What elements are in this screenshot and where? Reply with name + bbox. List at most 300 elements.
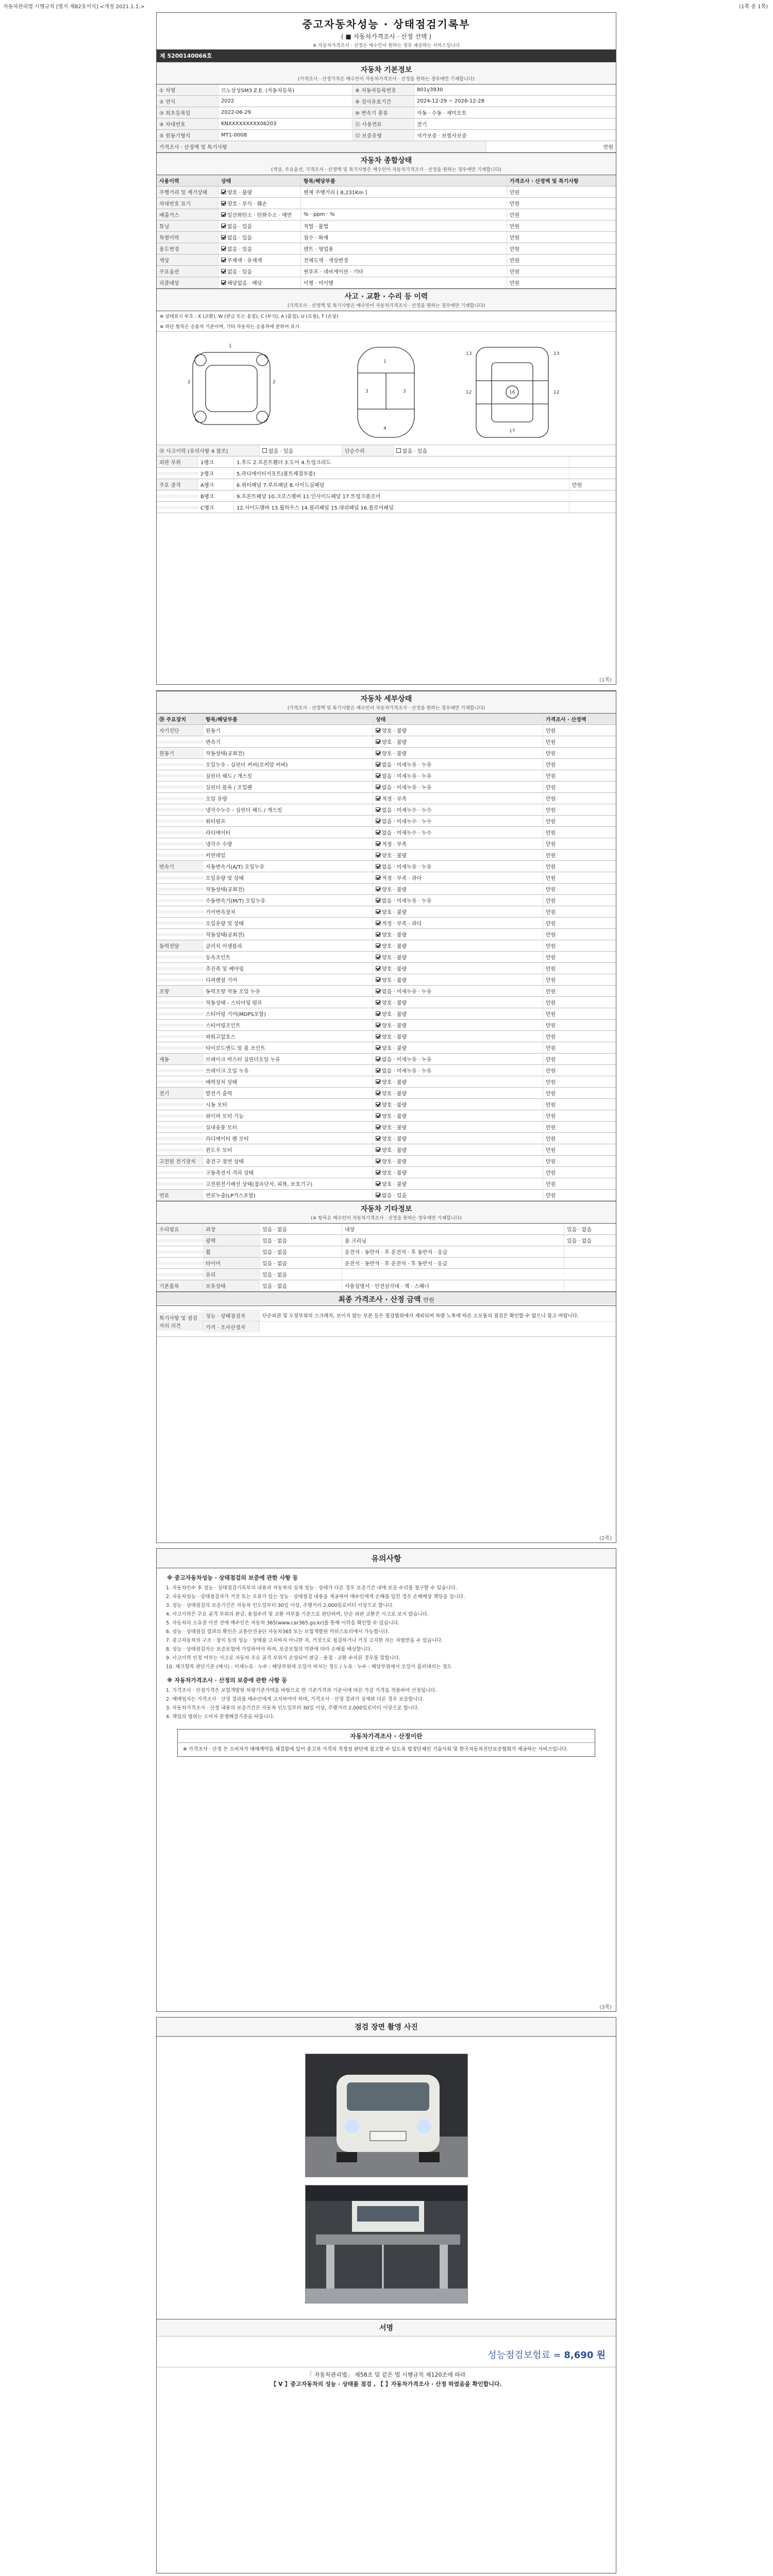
- notice-heading-1: ※ 중고자동차성능 · 상태점검의 보증에 관한 사항 등: [167, 1574, 298, 1581]
- other-info-cell: [342, 1273, 564, 1276]
- detail-part: 커먼레일: [203, 850, 373, 860]
- detail-status-checkbox[interactable]: [376, 1023, 380, 1027]
- document-subtitle: ( ■ 자동차가격조사 · 산정 선택 ): [341, 33, 431, 40]
- basic-info-label: ⑨ 검사유효기간: [352, 96, 414, 107]
- detail-device: [157, 899, 203, 902]
- detail-status-checkbox[interactable]: [376, 921, 380, 925]
- detail-status-options: 양호 · 불량: [382, 1080, 407, 1086]
- detail-part: 등속조인트: [203, 952, 373, 962]
- basic-info-value: 2024-12-29 ~ 2026-12-28: [417, 98, 484, 104]
- detail-device: [157, 763, 203, 766]
- detail-device: [157, 1148, 203, 1151]
- detail-part: 타이로드엔드 및 볼 조인트: [203, 1042, 373, 1053]
- detail-device: [157, 1114, 203, 1117]
- basic-info-value: KNXXXXXXXXX06203: [219, 120, 352, 128]
- detail-status-checkbox[interactable]: [376, 1000, 380, 1005]
- simple-repair-options: 없음 · 있음: [402, 449, 428, 454]
- detail-row: [157, 986, 616, 997]
- form-page-count: (1쪽 중 1쪽): [739, 4, 768, 10]
- detail-status-options: 없음 · 미세누유 · 누유: [382, 785, 432, 791]
- detail-status-options: 양호 · 불량: [382, 967, 407, 972]
- detail-status: [373, 1190, 543, 1200]
- basic-info-value: 2022: [219, 97, 352, 106]
- detail-price: 만원: [546, 1012, 556, 1018]
- other-info-row: [157, 1258, 616, 1269]
- simple-repair-label: 단순수리: [342, 445, 394, 456]
- detail-price: 만원: [546, 1046, 556, 1052]
- basic-info-table: [157, 84, 616, 141]
- simple-repair-value: [394, 445, 616, 456]
- overall-price: 만원: [510, 247, 520, 252]
- svg-text:3: 3: [403, 389, 406, 394]
- detail-status-options: 양호 · 불량: [382, 853, 407, 859]
- notice-title: 유의사항: [157, 1549, 616, 1568]
- simple-repair-checkbox[interactable]: [396, 448, 401, 453]
- detail-status-checkbox[interactable]: [376, 762, 380, 767]
- detail-status-checkbox[interactable]: [376, 739, 380, 744]
- detail-price: 만원: [546, 762, 556, 768]
- detail-price: 만원: [546, 944, 556, 950]
- detail-part: 스티어링 기어(MDPS포함): [203, 1008, 373, 1019]
- status-options: 없음 · 있음: [227, 235, 253, 241]
- overall-price: 만원: [510, 281, 520, 286]
- detail-status-checkbox[interactable]: [376, 943, 380, 948]
- svg-text:1: 1: [229, 344, 232, 349]
- overall-status: [219, 243, 301, 254]
- overall-status: [219, 209, 301, 220]
- detail-row: [157, 1122, 616, 1133]
- detail-status-checkbox[interactable]: [376, 796, 380, 801]
- final-price-label: 최종 가격조사 · 산정 금액: [338, 1296, 421, 1304]
- detail-part: 자동변속기(A/T) 오일누유: [203, 861, 373, 872]
- overall-note: (색상, 주요옵션, 가격조사 · 산정액 및 특기사항은 매수인이 자동차가격조사 · 산정을 원하는 경우에만 기재합니다): [157, 165, 616, 175]
- other-info-cell: 광택: [203, 1235, 260, 1246]
- rank-group-label: 외판 부위: [157, 456, 198, 467]
- overall-item-label: 특별이력: [157, 232, 219, 243]
- detail-status-checkbox[interactable]: [376, 1057, 380, 1061]
- detail-status-checkbox[interactable]: [376, 875, 380, 880]
- detail-price: 만원: [546, 921, 556, 927]
- overall-price: 만원: [510, 269, 520, 275]
- status-options: 없음 · 있음: [227, 247, 253, 252]
- detail-status: [373, 759, 543, 770]
- other-info-table: [157, 1224, 616, 1292]
- detail-row: [157, 748, 616, 759]
- rank-group-label: [157, 506, 198, 509]
- detail-price: 만원: [546, 796, 556, 802]
- rank-label: A랭크: [198, 479, 234, 490]
- page-3: [156, 1548, 616, 2012]
- detail-status-checkbox[interactable]: [376, 864, 380, 869]
- detail-row: [157, 838, 616, 850]
- detail-part: 수동변속기(M/T) 오일누유: [203, 895, 373, 906]
- detail-status: [373, 1020, 543, 1030]
- accident-rank-row: [157, 468, 616, 479]
- detail-row: [157, 1065, 616, 1076]
- overall-head-3: 가격조사 · 산정액 및 특기사항: [510, 179, 579, 184]
- overall-item-label: 배출가스: [157, 209, 219, 220]
- detail-status-options: 양호 · 불량: [382, 1012, 407, 1018]
- detail-status-options: 양호 · 불량: [382, 933, 407, 938]
- detail-device: [157, 1182, 203, 1185]
- detail-status-options: 양호 · 불량: [382, 910, 407, 916]
- detail-row: [157, 793, 616, 804]
- detail-part: 동력조향 작동 오일 누유: [203, 986, 373, 996]
- accident-rank-row: [157, 479, 616, 490]
- inspection-photo-lift: [305, 2185, 468, 2303]
- overall-item-label: 주행거리 및 계기상태: [157, 187, 219, 197]
- accident-none-checkbox[interactable]: [262, 448, 267, 453]
- detail-part: 오일유량 및 상태: [203, 918, 373, 928]
- accident-title: 사고 · 교환 · 수리 등 이력: [157, 289, 616, 301]
- other-info-cell: 휠: [203, 1246, 260, 1257]
- detail-row: [157, 1031, 616, 1042]
- detail-row: [157, 1190, 616, 1201]
- detail-status-checkbox[interactable]: [376, 1113, 380, 1118]
- detail-price: 만원: [546, 1148, 556, 1154]
- detail-status-checkbox[interactable]: [376, 853, 380, 857]
- detail-price: 만원: [546, 819, 556, 825]
- detail-device: [157, 1001, 203, 1004]
- overall-row: [157, 187, 616, 198]
- detail-status-options: 양호 · 불량: [382, 1137, 407, 1142]
- detail-part: 배력장치 상태: [203, 1076, 373, 1087]
- wheel-rr-icon: [257, 411, 268, 422]
- rank-parts: 1.후드 2.프론트휀더 3.도어 4.트렁크리드: [234, 456, 569, 467]
- basic-info-value: MT1-0008: [219, 131, 352, 140]
- detail-status-checkbox[interactable]: [376, 1079, 380, 1084]
- detail-status-options: 없음 · 미세누유 · 누유: [382, 865, 432, 870]
- other-info-cell: 있음 · 없음: [567, 1227, 592, 1233]
- detail-status: [373, 963, 543, 974]
- detail-status-options: 없음 · 미세누수 · 누수: [382, 831, 432, 836]
- detail-status-options: 양호 · 불량: [382, 1046, 407, 1052]
- detail-part: 고전원전기배선 상태(접속단자, 피복, 보호기구): [203, 1178, 373, 1189]
- detail-status: [373, 952, 543, 962]
- detail-price: 만원: [546, 1069, 556, 1074]
- detail-status-checkbox[interactable]: [376, 819, 380, 823]
- rank-price: 만원: [572, 483, 582, 488]
- detail-price: 만원: [546, 933, 556, 938]
- other-info-cell: [157, 1250, 203, 1253]
- detail-price: 만원: [546, 887, 556, 893]
- detail-price: 만원: [546, 1159, 556, 1165]
- detail-status-checkbox[interactable]: [376, 773, 380, 778]
- overall-item-label: 튜닝: [157, 221, 219, 231]
- detail-device: [157, 967, 203, 970]
- detail-status-checkbox[interactable]: [376, 841, 380, 846]
- detail-status-options: 없음 · 미세누유 · 누유: [382, 762, 432, 768]
- detail-head-3: 가격조사 · 산정액: [546, 717, 586, 723]
- overall-row: [157, 243, 616, 255]
- detail-row: [157, 1110, 616, 1122]
- svg-text:12: 12: [553, 390, 560, 395]
- other-info-cell: 유리: [203, 1269, 260, 1280]
- overall-detail: 침수 · 화재: [301, 232, 507, 243]
- detail-status-options: 양호 · 불량: [382, 1001, 407, 1006]
- other-info-cell: 있음 · 없음: [260, 1235, 342, 1246]
- status-options: 없음 · 있음: [227, 224, 253, 230]
- overall-price: 만원: [510, 201, 520, 207]
- detail-status-checkbox[interactable]: [376, 909, 380, 914]
- rank-parts: 12.사이드멤버 13.휠하우스 14.필러패널 15.대쉬패널 16.플로어패널: [234, 502, 569, 513]
- notice-item: 10. 체크항목 판단기준 (예시) - 미세누유 · 누수 : 해당부위에 오일이 비치는 정도 / 누유 · 누수 : 해당부위에서 오일이 흘러내리는 정도: [166, 1664, 452, 1670]
- detail-status: [373, 1099, 543, 1110]
- detail-status-checkbox[interactable]: [376, 728, 380, 733]
- detail-price: 만원: [546, 774, 556, 779]
- detail-note: (가격조사 · 산정액 및 특기사항은 매수인이 자동차가격조사 · 산정을 원하는 경우에만 기재합니다): [157, 704, 616, 714]
- status-checkbox[interactable]: [221, 212, 226, 217]
- detail-status-checkbox[interactable]: [376, 1181, 380, 1186]
- detail-status-checkbox[interactable]: [376, 955, 380, 959]
- accident-history-options: 없음 · 있음: [268, 449, 294, 454]
- detail-row: [157, 1088, 616, 1099]
- detail-row: [157, 816, 616, 827]
- overall-row: [157, 198, 616, 209]
- rank-price: [569, 461, 616, 464]
- detail-row: [157, 940, 616, 952]
- detail-status-checkbox[interactable]: [376, 1193, 380, 1197]
- appraisal-box-text: ※ 가격조사 · 산정 은 소비자가 매매계약을 체결함에 있어 중고차 가격의 적정성 판단에 참고할 수 있도록 법정단체인 기술사회 및 한국자동차진단보증협회가 제공하는 서비스입니다.: [183, 1747, 568, 1752]
- status-checkbox[interactable]: [221, 201, 226, 206]
- detail-row: [157, 861, 616, 872]
- detail-device: [157, 1069, 203, 1072]
- detail-price: 만원: [546, 1171, 556, 1176]
- detail-title: 자동차 세부상태: [157, 691, 616, 704]
- other-info-cell: [157, 1262, 203, 1265]
- detail-status: [373, 1031, 543, 1042]
- accident-rank-row: [157, 502, 616, 513]
- car-diagram-svg: [157, 332, 616, 445]
- form-header: [0, 0, 773, 11]
- basic-info-value: 자동 · 수동 · 세미오토: [417, 111, 467, 116]
- detail-part: 연료누출(LP가스포함): [203, 1190, 373, 1200]
- other-info-cell: [564, 1273, 616, 1276]
- detail-price: 만원: [546, 1080, 556, 1086]
- other-info-note: (※ 항목은 매수인이 자동차가격조사 · 산정을 원하는 경우에만 기재합니다): [157, 1214, 616, 1224]
- accident-legend-2: ※ 하단 항목은 승용차 기준이며, 기타 자동차는 승용차에 준하여 표시: [157, 321, 616, 332]
- status-checkbox[interactable]: [221, 235, 226, 240]
- detail-status: [373, 986, 543, 996]
- status-checkbox[interactable]: [221, 269, 226, 274]
- detail-part: 실내송풍 모터: [203, 1122, 373, 1132]
- basic-info-value: 2022-06-29: [219, 108, 352, 117]
- detail-part: 추진축 및 베어링: [203, 963, 373, 974]
- detail-price: 만원: [546, 842, 556, 848]
- detail-row: [157, 1133, 616, 1144]
- basic-info-label: ⑩ 변속기 종류: [352, 107, 414, 118]
- detail-price: 만원: [546, 955, 556, 961]
- detail-status: [373, 1065, 543, 1076]
- detail-status-checkbox[interactable]: [376, 1136, 380, 1141]
- detail-device: [157, 933, 203, 936]
- detail-status-checkbox[interactable]: [376, 887, 380, 891]
- overall-item-label: 차대번호 표기: [157, 198, 219, 209]
- detail-row: [157, 1076, 616, 1088]
- detail-device: [157, 786, 203, 789]
- detail-status-checkbox[interactable]: [376, 1159, 380, 1163]
- overall-status: [219, 221, 301, 231]
- status-checkbox[interactable]: [221, 258, 226, 262]
- notice-heading-2: ※ 자동차가격조사 · 산정의 보증에 관한 사항 등: [167, 1677, 287, 1684]
- detail-status-checkbox[interactable]: [376, 1045, 380, 1050]
- detail-device: [157, 1171, 203, 1174]
- overall-detail: 현재 주행거리 [ 8,231Km ]: [301, 187, 507, 197]
- detail-status: [373, 929, 543, 940]
- overall-row: [157, 209, 616, 221]
- overall-status: [219, 266, 301, 277]
- detail-status-options: 없음 · 미세누수 · 누수: [382, 819, 432, 825]
- detail-status: [373, 850, 543, 860]
- detail-device: [157, 1012, 203, 1015]
- detail-status-checkbox[interactable]: [376, 977, 380, 982]
- inspector-opinion: 단순외관 및 도장부위의 스크래치, 보이지 않는 부분 등은 점검범위에서 제외되며 차량 노후에 따른 소모품의 점검은 확인할 수 없으니 참고 바랍니다.: [262, 1313, 579, 1319]
- other-info-row: [157, 1224, 616, 1235]
- detail-device: [157, 888, 203, 891]
- overall-price: 만원: [510, 213, 520, 218]
- svg-text:4: 4: [383, 426, 386, 431]
- notice-item: 1. 자동차인수 후 성능 · 상태점검기록부의 내용과 자동차의 실제 성능 · 상태가 다른 경우 보증기간 내에 보증 수리를 청구할 수 있습니다.: [166, 1585, 457, 1591]
- special-notes-row: [157, 1306, 616, 1337]
- overall-detail: % · ppm · %: [301, 210, 507, 219]
- detail-status-checkbox[interactable]: [376, 807, 380, 812]
- detail-status-options: 양호 · 불량: [382, 978, 407, 984]
- insurance-fee-label: 성능점검보험료 =: [488, 2350, 561, 2361]
- accident-history-label: ⑱ 사고이력 (유의사항 4 참조): [157, 445, 260, 456]
- detail-part: 작동상태(공회전): [203, 748, 373, 758]
- detail-status-checkbox[interactable]: [376, 898, 380, 903]
- detail-part: 라디에이터: [203, 827, 373, 838]
- detail-status: [373, 895, 543, 906]
- basic-info-row: [157, 84, 616, 96]
- detail-price: 만원: [546, 989, 556, 995]
- notice-item: 1. 가격조사 · 산정가격은 보험개발원 차량기준가액을 바탕으로 한 기준가격과 기준서에 따른 가감 가격을 적용하여 산정됩니다.: [166, 1688, 437, 1693]
- detail-row: [157, 1099, 616, 1110]
- detail-status-options: 적정 · 부족: [382, 842, 407, 848]
- basic-price-row: [157, 141, 616, 152]
- inspector-label: 성능 · 상태점검자: [203, 1310, 260, 1321]
- detail-device: [157, 797, 203, 800]
- overall-detail: 썬루프 · 네비게이션 · 기타: [301, 266, 507, 277]
- basic-price-value: 만원: [603, 145, 613, 150]
- detail-status: [373, 872, 543, 883]
- document-note: ※ 자동차가격조사 · 산정은 매수인이 원하는 경우 제공하는 서비스입니다: [312, 43, 460, 48]
- overall-detail: 렌트 · 영업용: [301, 243, 507, 254]
- detail-row: [157, 997, 616, 1008]
- status-checkbox[interactable]: [221, 190, 226, 194]
- detail-status-checkbox[interactable]: [376, 1147, 380, 1152]
- basic-info-note: (가격조사 · 산정가격은 매수인이 자동차가격조사 · 산정을 원하는 경우에만 기재합니다): [157, 75, 616, 84]
- detail-price: 만원: [546, 785, 556, 791]
- basic-info-value: 전기: [417, 122, 427, 128]
- detail-status-checkbox[interactable]: [376, 1125, 380, 1129]
- basic-info-row: [157, 118, 616, 130]
- basic-info-value: 르노삼성SM3 Z.E. (자동차등록): [219, 84, 352, 95]
- detail-status: [373, 1144, 543, 1155]
- detail-status-checkbox[interactable]: [376, 1034, 380, 1039]
- rank-label: 1랭크: [198, 456, 234, 467]
- detail-status-options: 양호 · 불량: [382, 944, 407, 950]
- notice-item: 8. 성능 · 상태점검자는 보증보험에 가입하여야 하며, 보증보험의 약관에 따라 손해를 배상합니다.: [166, 1647, 373, 1652]
- detail-status-checkbox[interactable]: [376, 785, 380, 789]
- detail-status-checkbox[interactable]: [376, 932, 380, 937]
- other-info-cell: 있음 · 없음: [260, 1280, 342, 1291]
- other-info-cell: 외장: [203, 1224, 260, 1234]
- overall-item-label: 리콜대상: [157, 277, 219, 288]
- detail-status-options: 양호 · 불량: [382, 1171, 407, 1176]
- overall-price: 만원: [510, 258, 520, 264]
- detail-status-checkbox[interactable]: [376, 1068, 380, 1073]
- basic-info-label: ⑪ 사용연료: [352, 118, 414, 129]
- status-checkbox[interactable]: [221, 280, 226, 285]
- basic-info-label: ⑤ 원동기형식: [157, 130, 219, 141]
- detail-status: [373, 1042, 543, 1053]
- detail-status: [373, 793, 543, 804]
- final-price-title: [157, 1292, 616, 1304]
- detail-part: 실린더 블록 / 오일팬: [203, 782, 373, 792]
- basic-info-value: 801y3930: [417, 87, 443, 93]
- overall-row: [157, 221, 616, 232]
- basic-info-label: ③ 최초등록일: [157, 107, 219, 118]
- detail-row: [157, 1178, 616, 1190]
- appraiser-opinion-row: [203, 1321, 616, 1333]
- detail-price: 만원: [546, 978, 556, 984]
- notice-item: 2. 자동차성능 · 상태점검자가 거짓 또는 오류가 있는 성능 · 상태점검 내용을 제공하여 매수인에게 손해를 입힌 경우 손해배상 책임을 집니다.: [166, 1594, 465, 1600]
- detail-status-checkbox[interactable]: [376, 751, 380, 755]
- detail-part: 냉각수 수량: [203, 838, 373, 849]
- photo-front-illustration: [306, 2054, 468, 2177]
- page-1: [156, 12, 616, 685]
- detail-part: 충전구 절연 상태: [203, 1156, 373, 1166]
- detail-row: [157, 1167, 616, 1178]
- status-checkbox[interactable]: [221, 246, 226, 251]
- page-3-number: (3쪽): [599, 2005, 612, 2010]
- detail-price: 만원: [546, 831, 556, 836]
- detail-status-checkbox[interactable]: [376, 1091, 380, 1095]
- detail-status-options: 양호 · 불량: [382, 1182, 407, 1188]
- final-price-value: 만원: [423, 1297, 434, 1303]
- rank-group-label: 주요 골격: [157, 479, 198, 490]
- document-header: [157, 13, 616, 49]
- overall-status: [219, 198, 301, 209]
- detail-status-checkbox[interactable]: [376, 1011, 380, 1016]
- detail-part: 변속기: [203, 736, 373, 747]
- overall-detail: 적법 · 불법: [301, 221, 507, 231]
- detail-status-checkbox[interactable]: [376, 1102, 380, 1107]
- document-number: 제 5200140066호: [157, 49, 616, 62]
- detail-status-checkbox[interactable]: [376, 966, 380, 971]
- detail-part: 오일 유량: [203, 793, 373, 804]
- detail-device: [157, 1024, 203, 1027]
- overall-title: 자동차 종합상태: [157, 152, 616, 165]
- status-checkbox[interactable]: [221, 224, 226, 228]
- rank-parts: 9.프론트패널 10.크로스멤버 11.인사이드패널 17.트렁크플로어: [234, 490, 569, 501]
- basic-info-label: ④ 차대번호: [157, 118, 219, 129]
- detail-status-checkbox[interactable]: [376, 830, 380, 835]
- status-options: 없음 · 있음: [227, 269, 253, 275]
- overall-price: 만원: [510, 235, 520, 241]
- svg-text:16: 16: [509, 390, 515, 395]
- overall-item-label: 용도변경: [157, 243, 219, 254]
- detail-status-checkbox[interactable]: [376, 1170, 380, 1175]
- overall-header-row: [157, 175, 616, 187]
- appraiser-label: 가격 · 조사산정자: [203, 1321, 260, 1332]
- detail-device: [157, 1046, 203, 1049]
- detail-status-checkbox[interactable]: [376, 989, 380, 993]
- page-4: [156, 2017, 616, 2573]
- detail-status-options: 양호 · 불량: [382, 728, 407, 734]
- status-options: 양호 · 부식 · 훼손: [227, 201, 267, 207]
